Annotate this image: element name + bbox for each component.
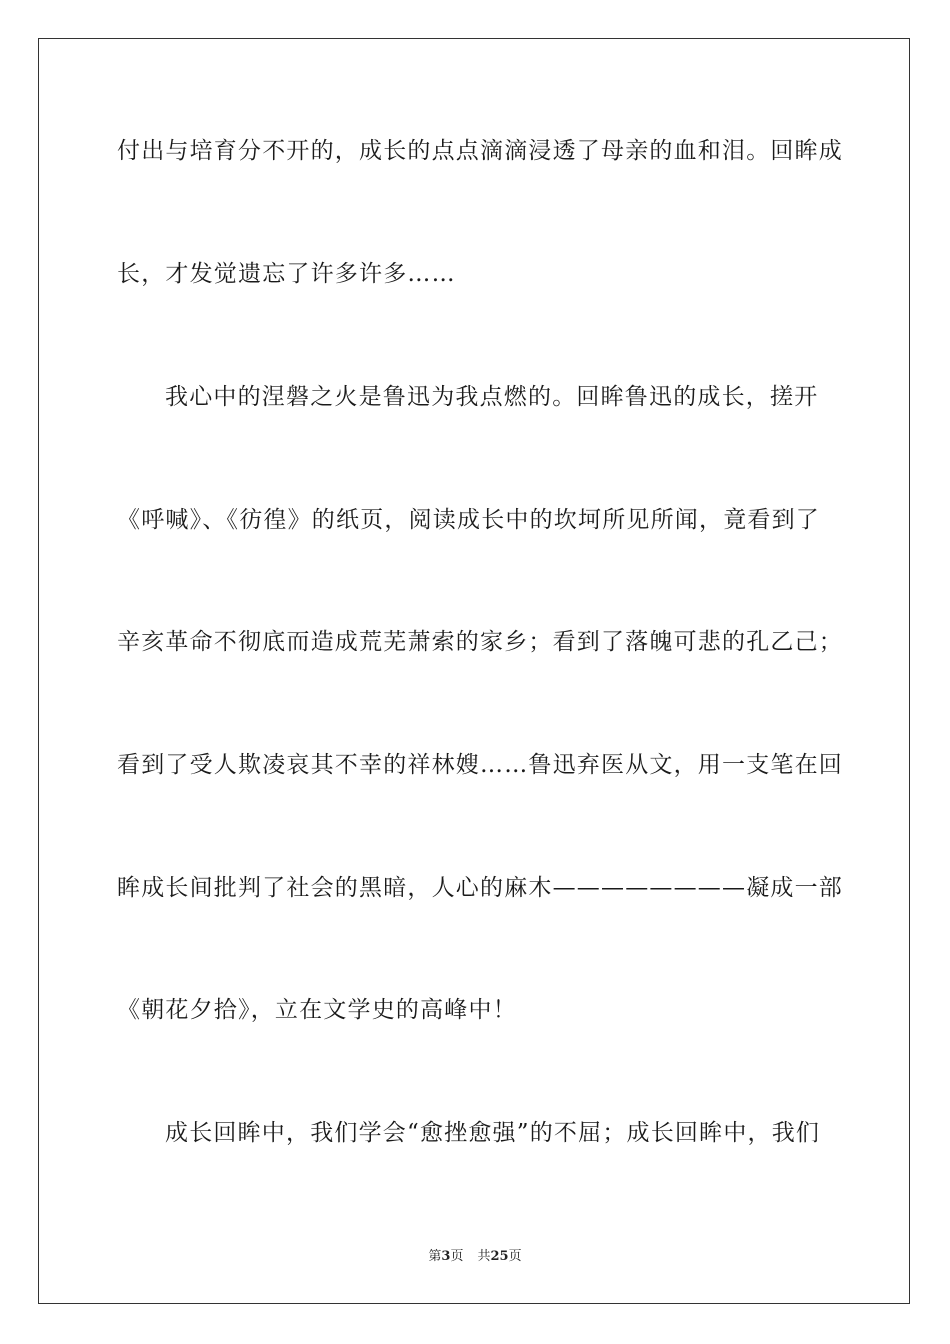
page-footer	[0, 1248, 950, 1266]
paragraph-line-8: 《朝花夕拾》，立在文学史的高峰中！	[117, 997, 517, 1023]
paragraph-line-3: 我心中的涅磐之火是鲁迅为我点燃的。回眸鲁迅的成长，搓开	[165, 384, 819, 410]
total-prefix: 共	[477, 1249, 491, 1264]
current-page-number: 3	[441, 1249, 451, 1264]
page-prefix: 第	[428, 1249, 442, 1264]
paragraph-line-4: 《呼喊》、《彷徨》的纸页，阅读成长中的坎坷所见所闻，竟看到了	[117, 507, 820, 533]
paragraph-line-1: 付出与培育分不开的，成长的点点滴滴浸透了母亲的血和泪。回眸成	[117, 138, 843, 164]
paragraph-line-7: 眸成长间批判了社会的黑暗，人心的麻木————————凝成一部	[117, 875, 843, 901]
page-suffix: 页	[450, 1249, 464, 1264]
paragraph-line-5: 辛亥革命不彻底而造成荒芜萧索的家乡；看到了落魄可悲的孔乙己；	[117, 629, 843, 655]
total-pages-number: 25	[490, 1249, 509, 1264]
paragraph-line-2: 长，才发觉遗忘了许多许多……	[117, 261, 456, 287]
paragraph-line-6: 看到了受人欺凌哀其不幸的祥林嫂……鲁迅弃医从文，用一支笔在回	[117, 752, 843, 778]
page-frame	[38, 38, 910, 1304]
total-suffix: 页	[508, 1249, 522, 1264]
paragraph-line-9: 成长回眸中，我们学会“愈挫愈强”的不屈；成长回眸中，我们	[165, 1120, 821, 1146]
